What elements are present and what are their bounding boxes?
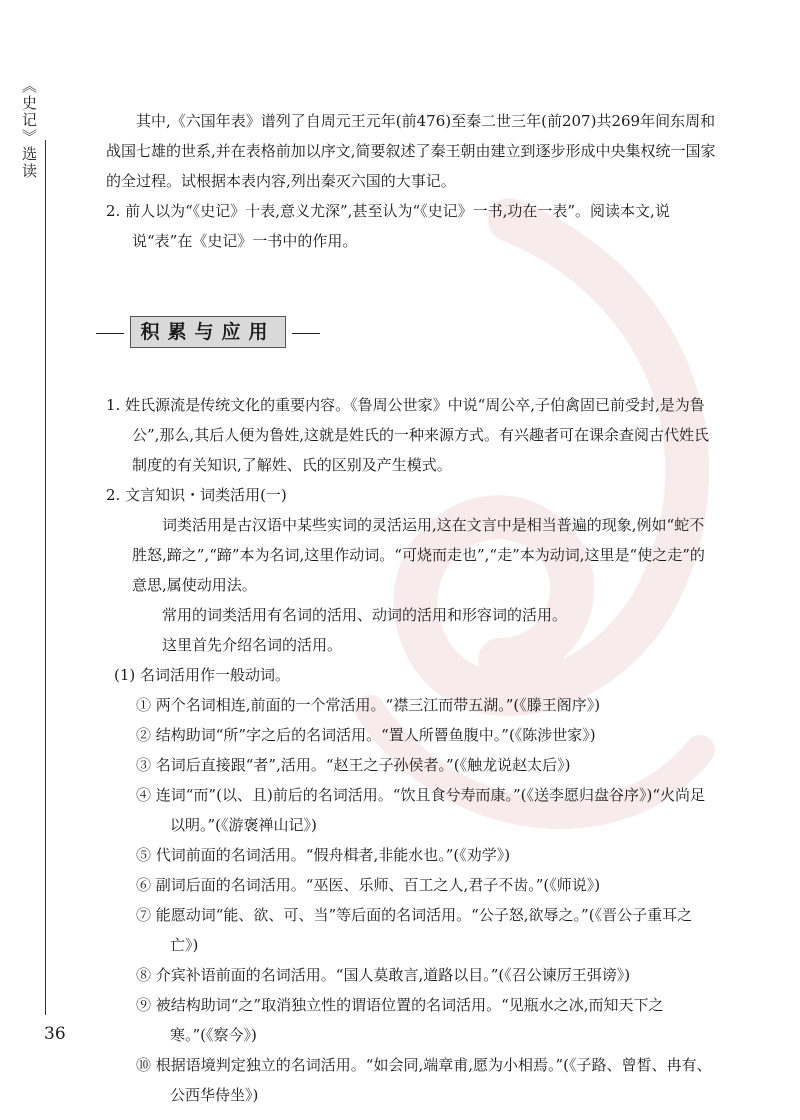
question-2: 2. 前人以为“《史记》十表,意义尤深”,甚至认为“《史记》一书,功在一表”。阅读本文,说说“表”在《史记》一书中的作用。 xyxy=(106,202,670,250)
example-5: ⑤ 代词前面的名词活用。“假舟楫者,非能水也。”(《劝学》) xyxy=(136,846,511,864)
page-content xyxy=(106,106,716,1110)
subheading-noun-as-verb: (1) 名词活用作一般动词。 xyxy=(114,666,291,684)
paragraph-word-class: 词类活用是古汉语中某些实词的灵活运用,这在文言中是相当普遍的现象,例如“蛇不胜怒,蹄之”,“蹄”本为名词,这里作动词。“可烧而走也”,“走”本为动词,这里是“使之走”的意思,属使动用法。 xyxy=(132,516,705,594)
top-paragraph: 其中,《六国年表》谱列了自周元王元年(前476)至秦二世三年(前207)共269年间东周和战国七雄的世系,并在表格前加以序文,简要叙述了秦王朝由建立到逐步形成中央集权统一国家的全过程。试根据本表内容,列出秦灭六国的大事记。 xyxy=(106,112,716,190)
section-title: 积累与应用 xyxy=(130,316,286,348)
section-header xyxy=(96,316,716,350)
paragraph-intro-noun: 这里首先介绍名词的活用。 xyxy=(162,636,343,654)
example-8: ⑧ 介宾补语前面的名词活用。“国人莫敢言,道路以目。”(《召公谏厉王弭谤》) xyxy=(136,966,631,984)
example-9: ⑨ 被结构助词“之”取消独立性的谓语位置的名词活用。“见瓶水之冰,而知天下之寒。”(《察今》) xyxy=(136,996,664,1044)
example-4: ④ 连词“而”(以、且)前后的名词活用。“饮且食兮寿而康。”(《送李愿归盘谷序》)“火尚足以明。”(《游褒禅山记》) xyxy=(136,786,706,834)
item-1: 1. 姓氏源流是传统文化的重要内容。《鲁周公世家》中说“周公卒,子伯禽固已前受封,是为鲁公”,那么,其后人便为鲁姓,这就是姓氏的一种来源方式。有兴趣者可在课余查阅古代姓氏制度的有关知识,了解姓、氏的区别及产生模式。 xyxy=(106,396,709,474)
paragraph-common-types: 常用的词类活用有名词的活用、动词的活用和形容词的活用。 xyxy=(162,606,568,624)
item-2-heading: 2. 文言知识・词类活用(一) xyxy=(106,486,287,504)
example-6: ⑥ 副词后面的名词活用。“巫医、乐师、百工之人,君子不齿。”(《师说》) xyxy=(136,876,601,894)
example-1: ① 两个名词相连,前面的一个常活用。“襟三江而带五湖。”(《滕王阁序》) xyxy=(136,696,601,714)
example-7: ⑦ 能愿动词“能、欲、可、当”等后面的名词活用。“公子怒,欲辱之。”(《晋公子重耳之亡》) xyxy=(136,906,693,954)
example-2: ② 结构助词“所”字之后的名词活用。“置人所罾鱼腹中。”(《陈涉世家》) xyxy=(136,726,596,744)
running-header-book-title: 《史记》选读 xyxy=(20,78,38,180)
example-3: ③ 名词后直接跟“者”,活用。“赵王之子孙侯者。”(《触龙说赵太后》) xyxy=(136,756,571,774)
example-10: ⑩ 根据语境判定独立的名词活用。“如会同,端章甫,愿为小相焉。”(《子路、曾皙、冉有、公西华侍坐》) xyxy=(136,1056,712,1104)
spine-divider-line xyxy=(45,140,46,1015)
section-rule-left xyxy=(96,333,124,334)
page-number: 36 xyxy=(44,1024,66,1044)
section-rule-right xyxy=(292,333,320,334)
